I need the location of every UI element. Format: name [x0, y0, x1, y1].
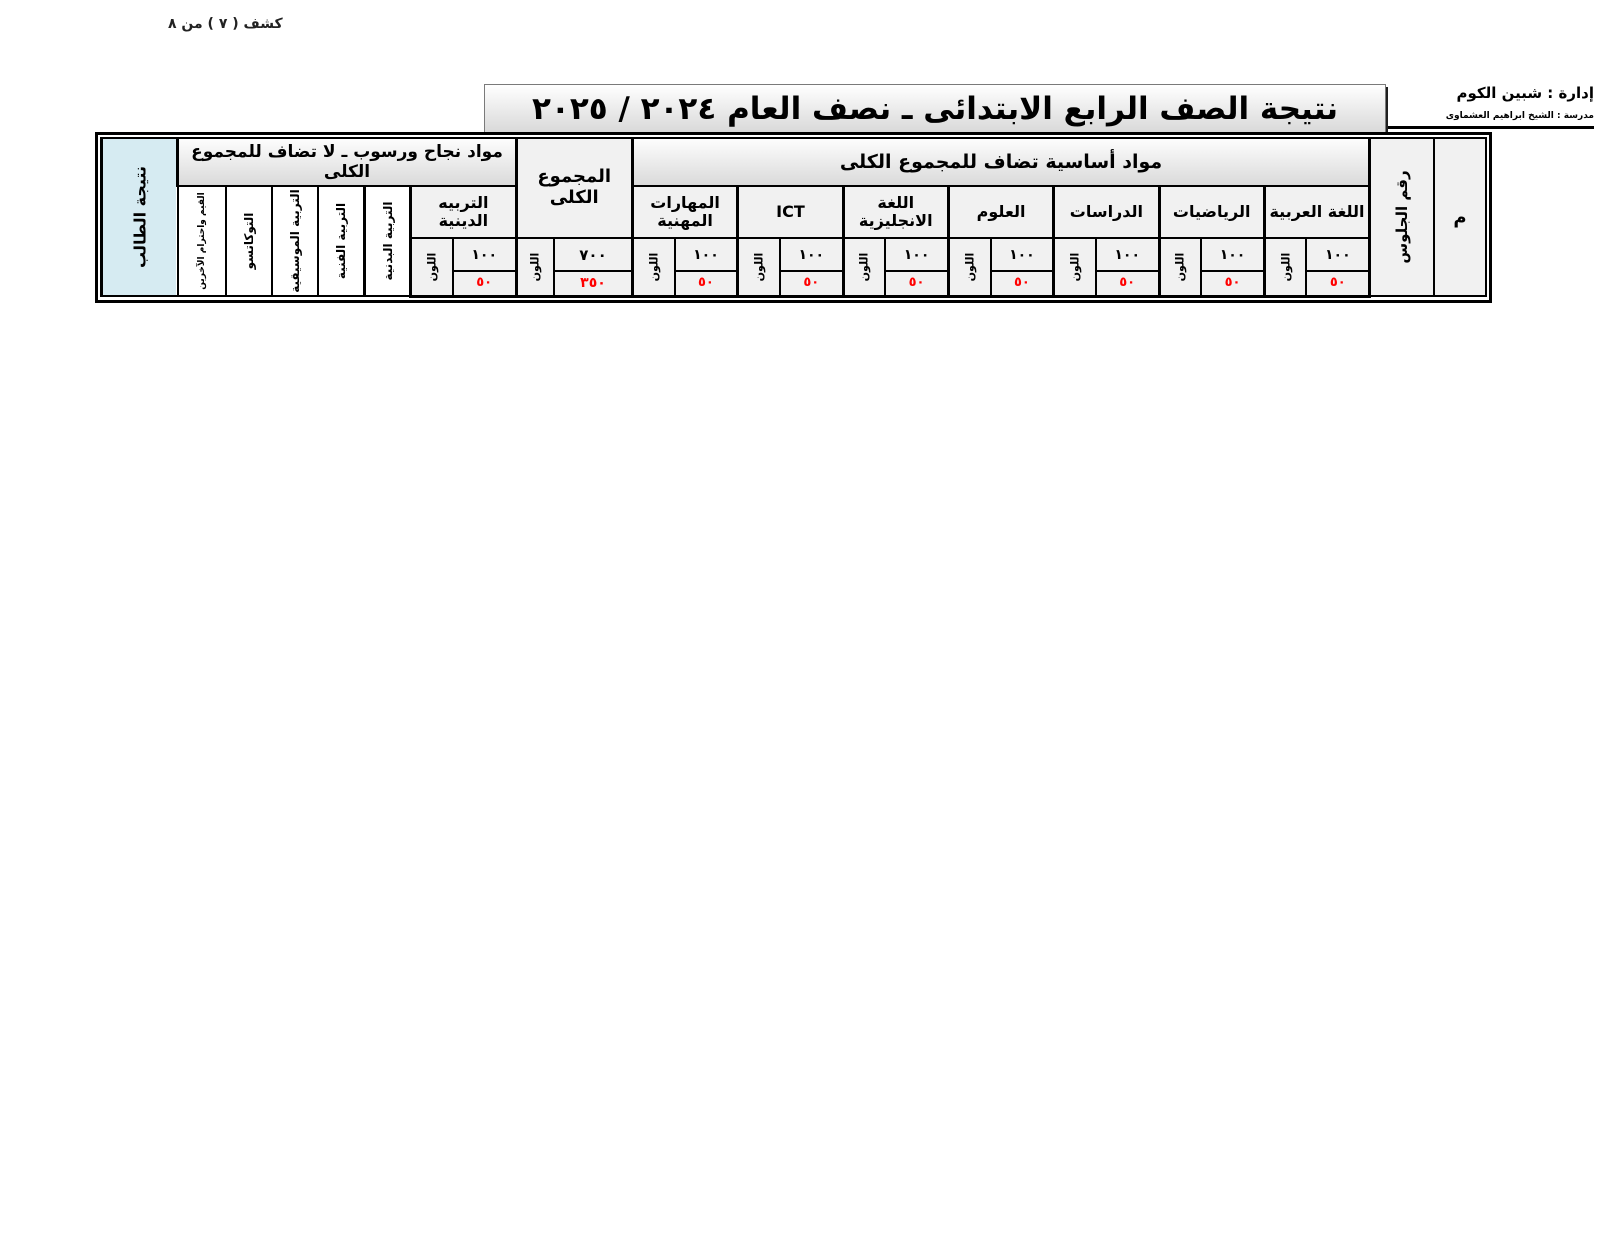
col-header-activity-pe [365, 186, 411, 296]
group-header-pass-fail-subjects: مواد نجاح ورسوب ـ لا تضاف للمجموع الكلى [178, 138, 516, 186]
activity-art-label: التربية الفنية [334, 202, 349, 280]
col-header-religion: التربيه الدينية [411, 186, 516, 238]
result-header-label: نتيجة الطالب [130, 166, 150, 268]
english-color-column-header [843, 238, 885, 296]
skills-color-column-header [632, 238, 674, 296]
color-header-label: اللون [528, 252, 542, 282]
english-max-min-header [885, 238, 948, 296]
school-label: مدرسة : الشيخ ابراهيم العشماوى [1445, 111, 1594, 121]
col-header-seat-number [1370, 138, 1434, 296]
science-color-column-header [948, 238, 990, 296]
col-header-math: الرياضيات [1159, 186, 1264, 238]
total-max-score-label: ٧٠٠ [555, 240, 631, 272]
color-header-label: اللون [963, 252, 977, 282]
math-max-score-label: ١٠٠ [1202, 240, 1263, 272]
math-min-score-label: ٥٠ [1224, 275, 1241, 291]
religion-max-min-header [453, 238, 516, 296]
religion-max-score-label: ١٠٠ [454, 240, 515, 272]
english-min-score-label: ٥٠ [908, 275, 925, 291]
english-max-score-label: ١٠٠ [886, 240, 947, 272]
science-max-score-label: ١٠٠ [992, 240, 1053, 272]
color-header-label: اللون [1173, 252, 1187, 282]
ict-max-score-label: ١٠٠ [781, 240, 842, 272]
admin-info-block [1388, 84, 1594, 129]
sheet-counter: كشف ( ٧ ) من ٨ [168, 16, 283, 32]
total-max-min-header [554, 238, 632, 296]
seat-header-label: رقم الجلوس [1393, 170, 1411, 264]
arabic-min-score-label: ٥٠ [1329, 275, 1346, 291]
skills-min-score-label: ٥٠ [698, 275, 714, 291]
arabic-max-min-header [1306, 238, 1369, 296]
color-header-label: اللون [752, 252, 766, 282]
col-header-serial: م [1434, 138, 1486, 296]
skills-max-min-header [675, 238, 738, 296]
studies-max-min-header [1096, 238, 1159, 296]
activity-music-label: التربية الموسيقية [288, 189, 303, 293]
results-table [100, 137, 1487, 298]
color-header-label: اللون [1279, 252, 1293, 282]
activity-tokkatsu-label: التوكاتسو [242, 212, 257, 270]
directorate-label: إدارة : شبين الكوم [1456, 84, 1594, 102]
results-table-wrapper [95, 132, 1492, 303]
religion-color-column-header [411, 238, 453, 296]
studies-color-column-header [1054, 238, 1096, 296]
col-header-science: العلوم [948, 186, 1053, 238]
arabic-color-column-header [1264, 238, 1306, 296]
ict-min-score-label: ٥٠ [803, 275, 820, 291]
group-header-basic-subjects: مواد أساسية تضاف للمجموع الكلى [632, 138, 1369, 186]
col-header-arabic: اللغة العربية [1264, 186, 1369, 238]
col-header-ict: ICT [738, 186, 843, 238]
studies-min-score-label: ٥٠ [1119, 275, 1136, 291]
color-header-label: اللون [1068, 252, 1082, 282]
total-min-score-label: ٣٥٠ [580, 274, 606, 291]
col-header-skills: المهارات المهنية [632, 186, 737, 238]
col-header-activity-values [178, 186, 226, 296]
ict-max-min-header [780, 238, 843, 296]
page-title: نتيجة الصف الرابع الابتدائى ـ نصف العام ٢٠٢٤ / ٢٠٢٥ [484, 84, 1386, 134]
activity-values-label: القيم واحترام الآخرين [197, 192, 208, 290]
color-header-label: اللون [647, 252, 661, 282]
col-header-activity-music [272, 186, 318, 296]
col-header-english: اللغة الانجليزية [843, 186, 948, 238]
color-header-label: اللون [425, 252, 439, 282]
total-color-column-header [516, 238, 554, 296]
arabic-max-score-label: ١٠٠ [1307, 240, 1368, 272]
col-header-activity-art [318, 186, 364, 296]
col-header-student-result [102, 138, 178, 296]
color-header-label: اللون [857, 252, 871, 282]
col-header-studies: الدراسات [1054, 186, 1159, 238]
ict-color-column-header [738, 238, 780, 296]
activity-pe-label: التربية البدنية [380, 201, 395, 281]
religion-min-score-label: ٥٠ [476, 275, 493, 291]
science-min-score-label: ٥٠ [1013, 275, 1030, 291]
col-header-activity-tokkatsu [226, 186, 272, 296]
col-header-total: المجموع الكلى [516, 138, 632, 238]
math-color-column-header [1159, 238, 1201, 296]
skills-max-score-label: ١٠٠ [676, 240, 737, 272]
science-max-min-header [991, 238, 1054, 296]
studies-max-score-label: ١٠٠ [1097, 240, 1158, 272]
math-max-min-header [1201, 238, 1264, 296]
